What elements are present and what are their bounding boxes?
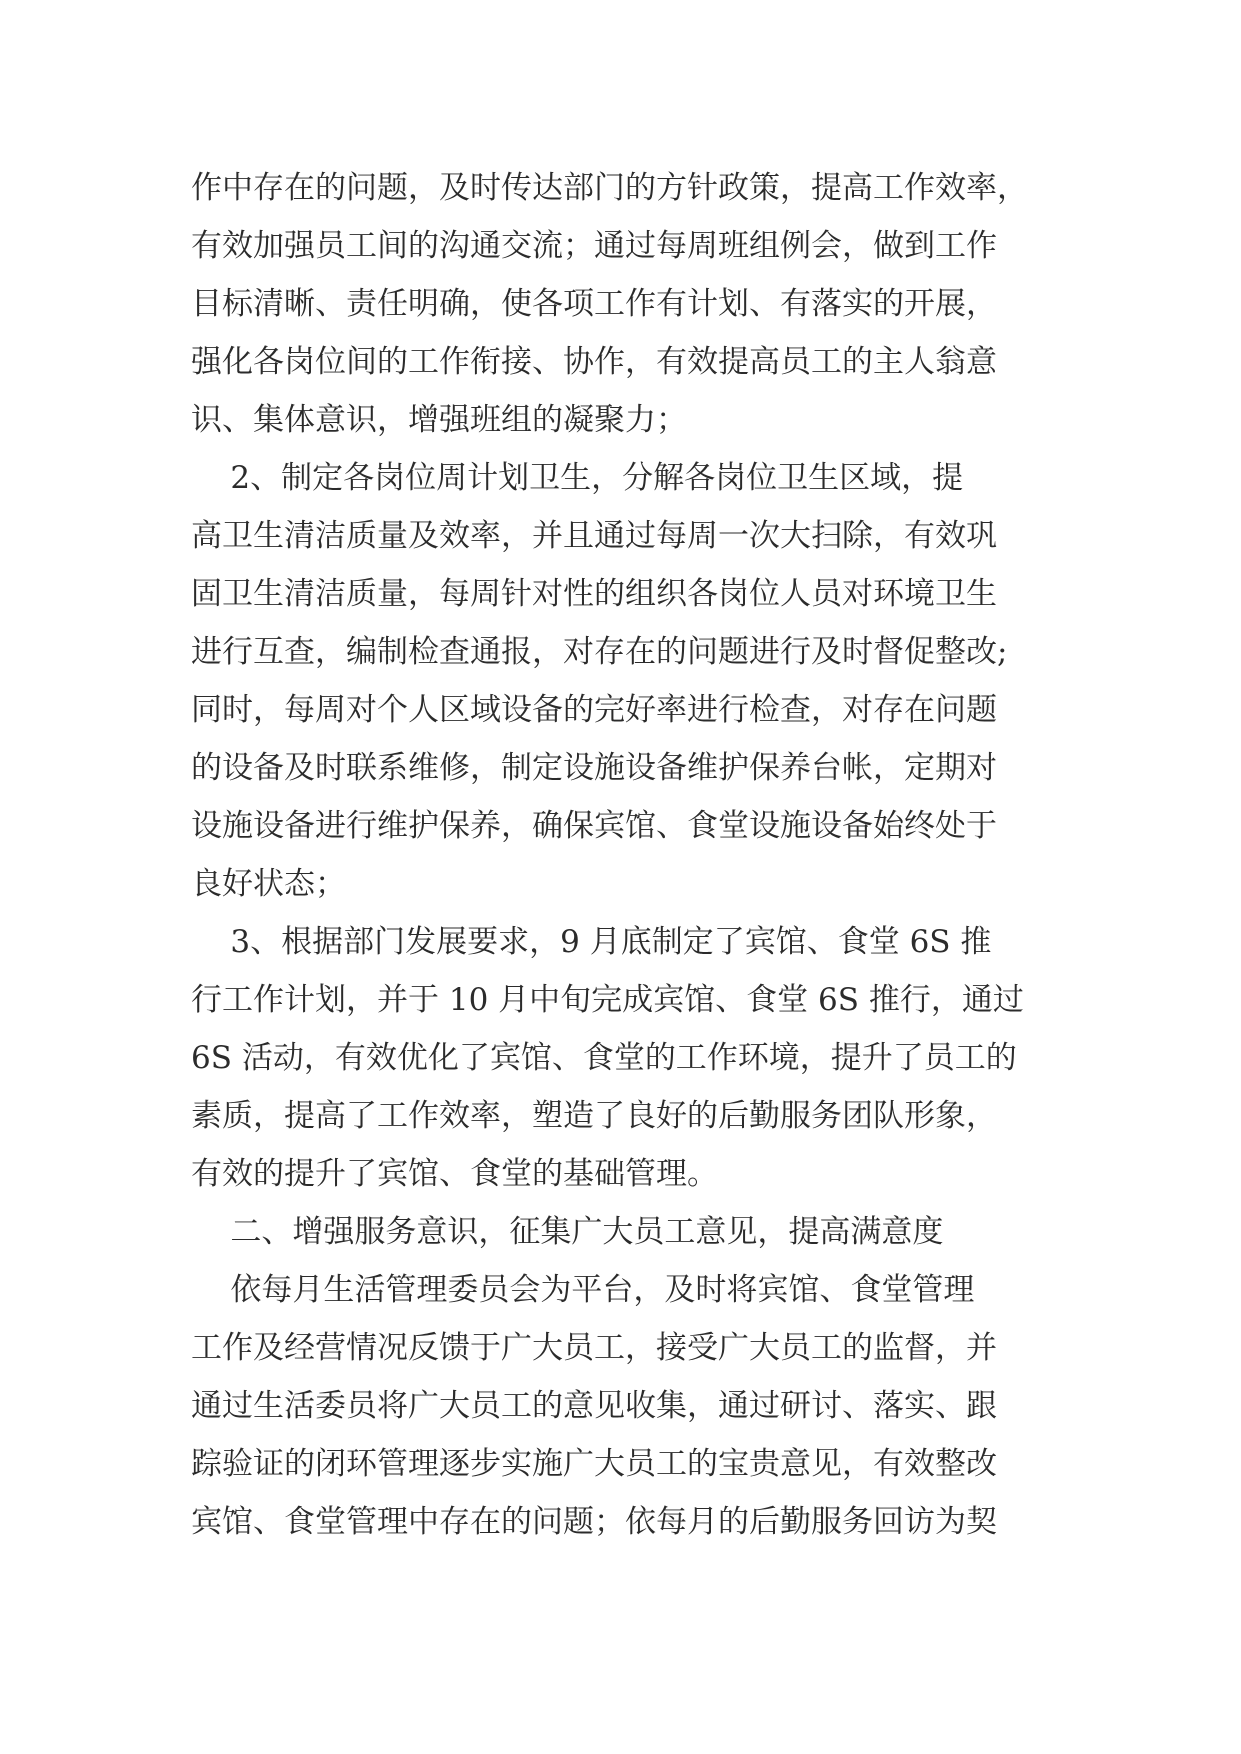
text-line: 宾馆、食堂管理中存在的问题；依每月的后勤服务回访为契 <box>191 1504 997 1540</box>
text-line: 行工作计划，并于 10 月中旬完成宾馆、食堂 6S 推行，通过 <box>191 982 1024 1018</box>
text-line: 有效加强员工间的沟通交流；通过每周班组例会，做到工作 <box>191 228 997 264</box>
text-line: 工作及经营情况反馈于广大员工，接受广大员工的监督，并 <box>191 1330 997 1366</box>
text-line: 良好状态； <box>191 866 346 902</box>
text-line: 作中存在的问题，及时传达部门的方针政策，提高工作效率， <box>191 170 1028 206</box>
text-line: 同时，每周对个人区域设备的完好率进行检查，对存在问题 <box>191 692 997 728</box>
text-line: 高卫生清洁质量及效率，并且通过每周一次大扫除，有效巩 <box>191 518 997 554</box>
text-line: 踪验证的闭环管理逐步实施广大员工的宝贵意见，有效整改 <box>191 1446 997 1482</box>
text-line: 有效的提升了宾馆、食堂的基础管理。 <box>191 1156 718 1192</box>
text-line: 目标清晰、责任明确，使各项工作有计划、有落实的开展， <box>191 286 997 322</box>
text-line: 6S 活动，有效优化了宾馆、食堂的工作环境，提升了员工的 <box>191 1040 1017 1076</box>
text-line: 设施设备进行维护保养，确保宾馆、食堂设施设备始终处于 <box>191 808 997 844</box>
text-line: 强化各岗位间的工作衔接、协作，有效提高员工的主人翁意 <box>191 344 997 380</box>
document-body <box>191 159 1071 1551</box>
text-line: 依每月生活管理委员会为平台，及时将宾馆、食堂管理 <box>191 1272 975 1308</box>
text-line: 固卫生清洁质量，每周针对性的组织各岗位人员对环境卫生 <box>191 576 997 612</box>
text-line: 2、制定各岗位周计划卫生，分解各岗位卫生区域，提 <box>191 460 964 496</box>
text-line: 通过生活委员将广大员工的意见收集，通过研讨、落实、跟 <box>191 1388 997 1424</box>
text-line: 素质，提高了工作效率，塑造了良好的后勤服务团队形象， <box>191 1098 997 1134</box>
text-line: 识、集体意识，增强班组的凝聚力； <box>191 402 687 438</box>
text-line: 进行互查，编制检查通报，对存在的问题进行及时督促整改; <box>191 634 1008 670</box>
text-line: 3、根据部门发展要求，9 月底制定了宾馆、食堂 6S 推 <box>191 924 992 960</box>
text-line: 的设备及时联系维修，制定设施设备维护保养台帐，定期对 <box>191 750 997 786</box>
section-heading: 二、增强服务意识，征集广大员工意见，提高满意度 <box>191 1214 944 1250</box>
